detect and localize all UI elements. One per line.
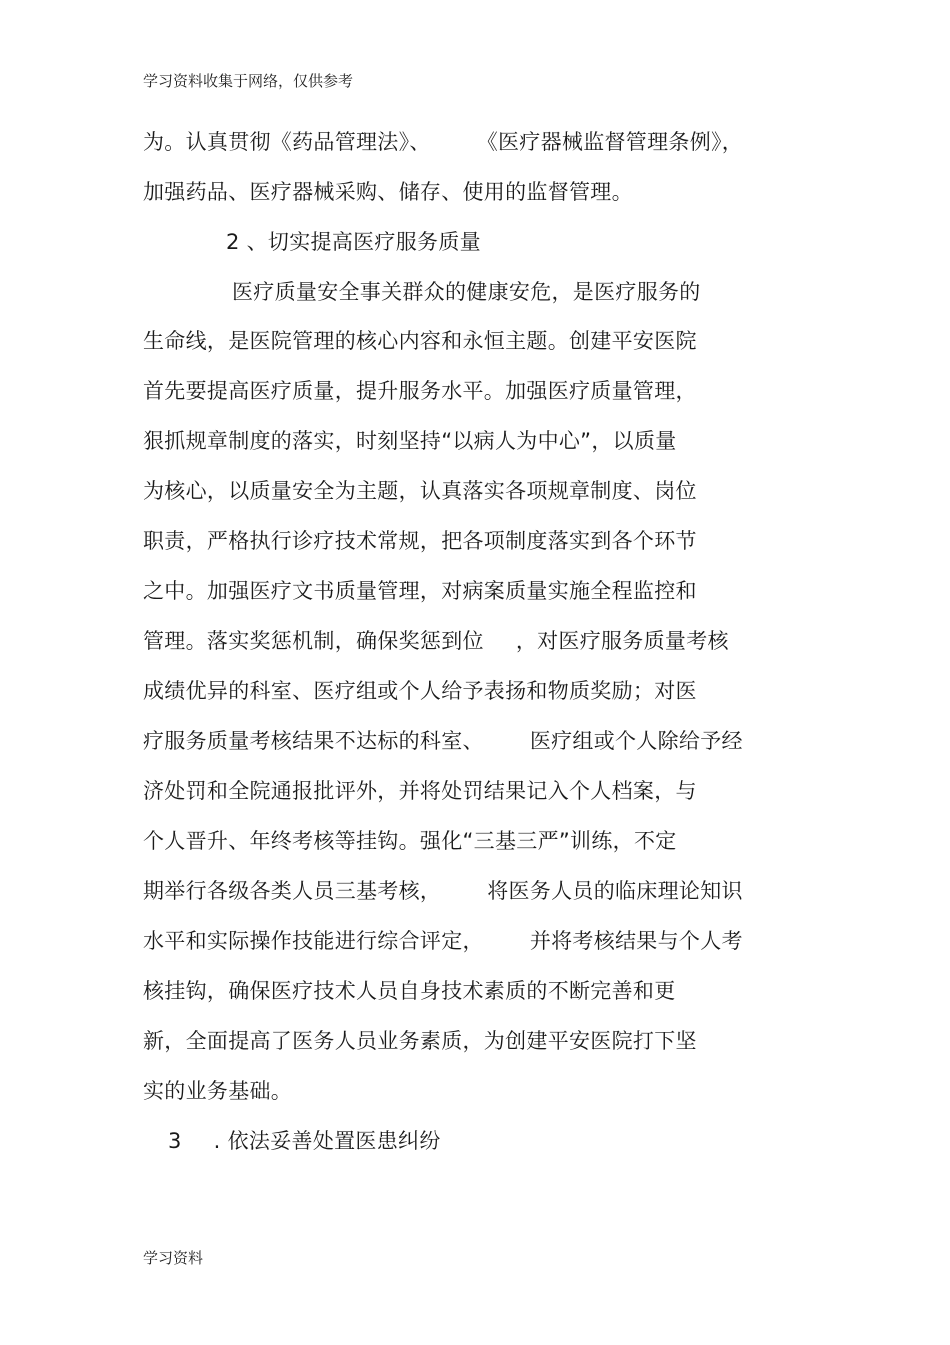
- text-line: 生命线，是医院管理的核心内容和永恒主题。创建平安医院: [143, 329, 697, 353]
- text-line: 加强药品、医疗器械采购、储存、使用的监督管理。: [143, 180, 633, 204]
- text-segment: 并将考核结果与个人考: [529, 929, 743, 953]
- text-line: 职责，严格执行诊疗技术常规，把各项制度落实到各个环节: [143, 529, 697, 553]
- text-segment: 为。认真贯彻《药品管理法》、: [143, 130, 431, 154]
- section-number: 3: [168, 1129, 182, 1153]
- text-line: 个人晋升、年终考核等挂钩。强化“三基三严”训练，不定: [143, 829, 677, 853]
- text-line: [143, 128, 743, 156]
- text-line: 核挂钩，确保医疗技术人员自身技术素质的不断完善和更: [143, 979, 676, 1003]
- section-heading: [168, 1127, 441, 1155]
- text-line: 济处罚和全院通报批评外，并将处罚结果记入个人档案，与: [143, 779, 697, 803]
- text-line: 成绩优异的科室、医疗组或个人给予表扬和物质奖励；对医: [143, 679, 697, 703]
- text-line: 新，全面提高了医务人员业务素质，为创建平安医院打下坚: [143, 1029, 697, 1053]
- text-line: [143, 877, 743, 905]
- text-line: 之中。加强医疗文书质量管理，对病案质量实施全程监控和: [143, 579, 697, 603]
- section-heading: 2 、切实提高医疗服务质量: [226, 230, 481, 254]
- text-line: 实的业务基础。: [143, 1079, 293, 1103]
- section-title: . 依法妥善处置医患纠纷: [213, 1129, 441, 1153]
- page-header: 学习资料收集于网络，仅供参考: [143, 72, 354, 90]
- page-footer: 学习资料: [143, 1249, 204, 1267]
- text-line: [143, 927, 743, 955]
- text-segment: ，对医疗服务质量考核: [515, 629, 729, 653]
- text-segment: 管理。落实奖惩机制，确保奖惩到位: [143, 629, 484, 653]
- text-segment: 将医务人员的临床理论知识: [487, 879, 743, 903]
- paragraph-start: 医疗质量安全事关群众的健康安危，是医疗服务的: [232, 280, 701, 304]
- text-line: 首先要提高医疗质量，提升服务水平。加强医疗质量管理，: [143, 379, 697, 403]
- text-line: [143, 627, 729, 655]
- text-segment: 疗服务质量考核结果不达标的科室、: [143, 729, 484, 753]
- text-line: 为核心，以质量安全为主题，认真落实各项规章制度、岗位: [143, 479, 697, 503]
- text-segment: 水平和实际操作技能进行综合评定，: [143, 929, 484, 953]
- text-line: [143, 727, 743, 755]
- text-segment: 期举行各级各类人员三基考核，: [143, 879, 442, 903]
- text-line: 狠抓规章制度的落实，时刻坚持“以病人为中心”，以质量: [143, 429, 677, 453]
- text-segment: 医疗组或个人除给予经: [529, 729, 743, 753]
- text-segment: 《医疗器械监督管理条例》，: [476, 130, 744, 154]
